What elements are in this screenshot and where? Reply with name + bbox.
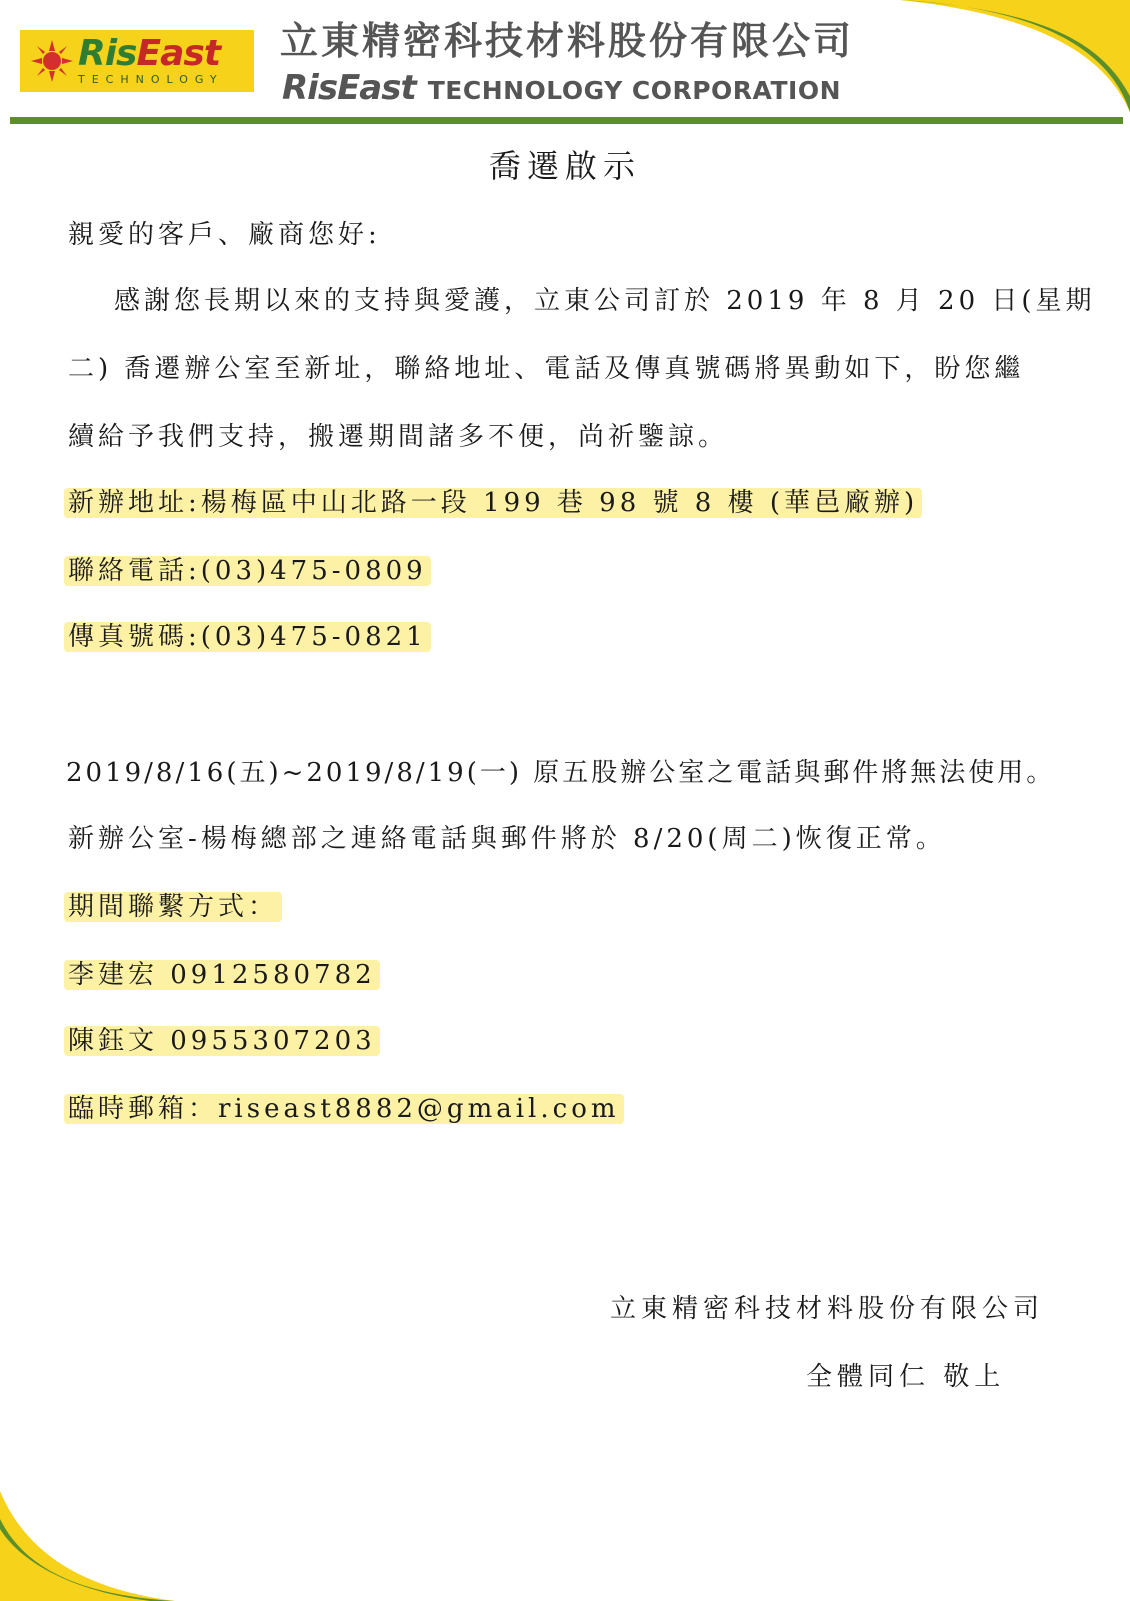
company-logo <box>20 30 254 92</box>
header-divider <box>10 117 1123 124</box>
signature-closing: 全體同仁 敬上 <box>806 1362 1006 1392</box>
logo-tagline: TECHNOLOGY <box>78 73 224 86</box>
paragraph-line-2: 二) 喬遷辦公室至新址，聯絡地址、電話及傳真號碼將異動如下，盼您繼 <box>68 354 1025 384</box>
company-brand: RisEast <box>282 68 416 108</box>
notice-title: 喬遷啟示 <box>488 147 641 185</box>
sun-icon <box>30 39 74 83</box>
paragraph-line-3: 續給予我們支持，搬遷期間諸多不便，尚祈鑒諒。 <box>68 422 729 452</box>
signature-company: 立東精密科技材料股份有限公司 <box>610 1294 1045 1324</box>
new-address: 新辦地址:楊梅區中山北路一段 199 巷 98 號 8 樓 (華邑廠辦) <box>64 488 922 518</box>
logo-wordmark: RisEast <box>78 33 221 74</box>
greeting: 親愛的客戶、廠商您好: <box>68 220 381 250</box>
outage-notice: 2019/8/16(五)~2019/8/19(一) 原五股辦公室之電話與郵件將無法使用。 <box>66 758 1056 788</box>
temporary-email: 臨時郵箱：riseast8882@gmail.com <box>64 1094 624 1124</box>
contact-heading: 期間聯繫方式： <box>64 892 282 922</box>
fax-number: 傳真號碼:(03)475-0821 <box>64 622 431 652</box>
contact-person-2: 陳鈺文 0955307203 <box>64 1026 380 1056</box>
company-suffix: TECHNOLOGY CORPORATION <box>427 76 841 105</box>
phone-number: 聯絡電話:(03)475-0809 <box>64 556 431 586</box>
paragraph-line-1: 感謝您長期以來的支持與愛護，立東公司訂於 2019 年 8 月 20 日(星期 <box>114 286 1096 316</box>
resume-notice: 新辦公室-楊梅總部之連絡電話與郵件將於 8/20(周二)恢復正常。 <box>68 824 946 854</box>
contact-person-1: 李建宏 0912580782 <box>64 960 380 990</box>
corner-swoosh-top-right <box>900 0 1130 112</box>
corner-swoosh-bottom-left <box>0 1491 175 1601</box>
company-name-chinese: 立東精密科技材料股份有限公司 <box>280 19 855 63</box>
company-name-english <box>282 70 841 112</box>
